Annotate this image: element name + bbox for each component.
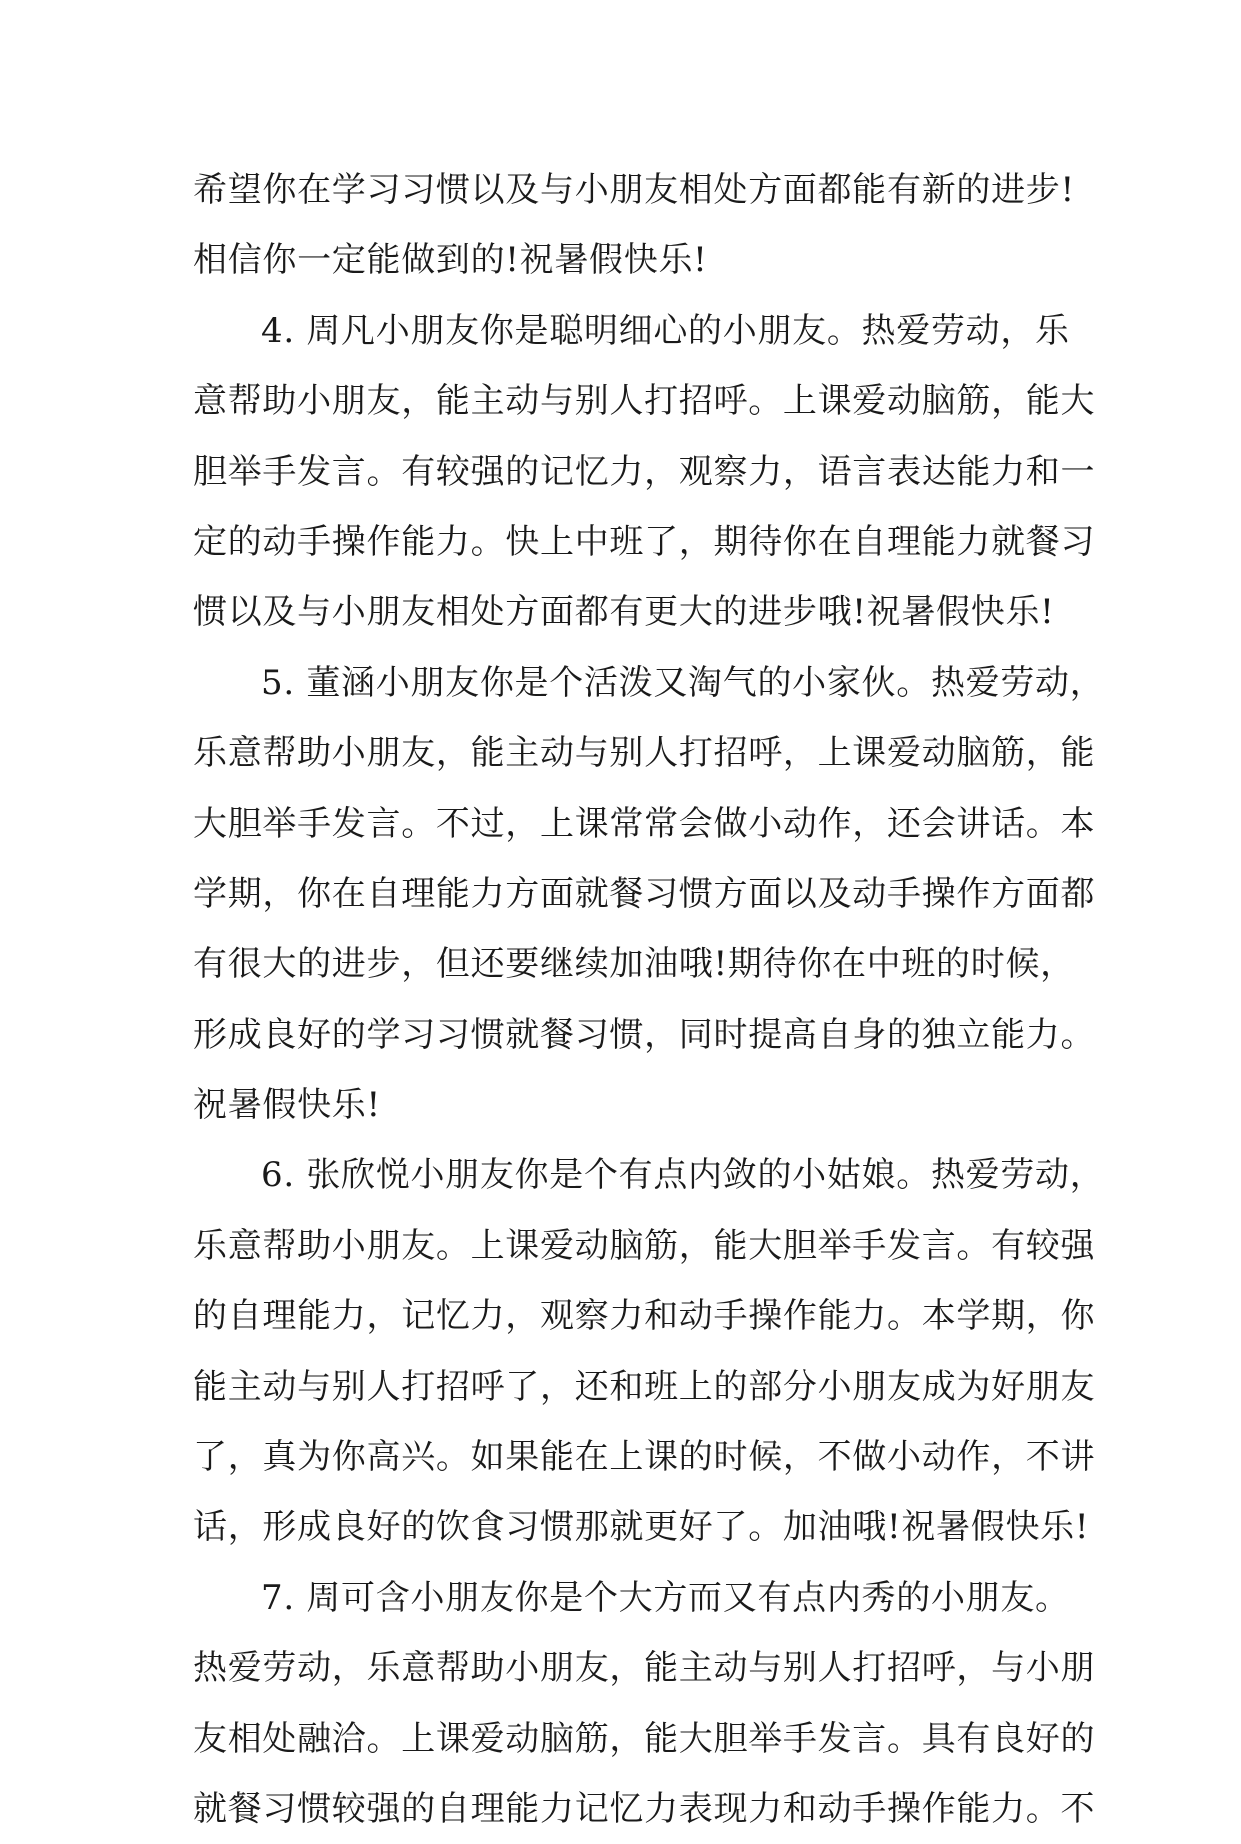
text-line: 乐意帮助小朋友，能主动与别人打招呼，上课爱动脑筋，能: [193, 733, 1096, 774]
text-line: 有很大的进步，但还要继续加油哦!期待你在中班的时候，: [193, 944, 1075, 985]
text-line: 能主动与别人打招呼了，还和班上的部分小朋友成为好朋友: [193, 1366, 1096, 1407]
text-line: 相信你一定能做到的!祝暑假快乐!: [193, 240, 708, 281]
text-line: 定的动手操作能力。快上中班了，期待你在自理能力就餐习: [193, 521, 1096, 562]
paragraph-start-line: 6. 张欣悦小朋友你是个有点内敛的小姑娘。热爱劳动，: [261, 1155, 1105, 1196]
text-line: 友相处融洽。上课爱动脑筋，能大胆举手发言。具有良好的: [193, 1718, 1096, 1759]
text-line: 学期，你在自理能力方面就餐习惯方面以及动手操作方面都: [193, 873, 1096, 914]
text-line: 形成良好的学习习惯就餐习惯，同时提高自身的独立能力。: [193, 1014, 1096, 1055]
text-line: 了，真为你高兴。如果能在上课的时候，不做小动作，不讲: [193, 1437, 1096, 1478]
text-line: 就餐习惯较强的自理能力记忆力表现力和动手操作能力。不: [193, 1788, 1096, 1829]
text-line: 大胆举手发言。不过，上课常常会做小动作，还会讲话。本: [193, 803, 1096, 844]
text-line: 乐意帮助小朋友。上课爱动脑筋，能大胆举手发言。有较强: [193, 1225, 1096, 1266]
document-body: [193, 155, 1105, 1844]
text-line: 意帮助小朋友，能主动与别人打招呼。上课爱动脑筋，能大: [193, 381, 1096, 422]
text-line: 希望你在学习习惯以及与小朋友相处方面都能有新的进步!: [193, 170, 1075, 210]
paragraph-start-line: 7. 周可含小朋友你是个大方而又有点内秀的小朋友。: [261, 1577, 1070, 1618]
text-line: 惯以及与小朋友相处方面都有更大的进步哦!祝暑假快乐!: [193, 592, 1055, 633]
text-line: 热爱劳动，乐意帮助小朋友，能主动与别人打招呼，与小朋: [193, 1648, 1096, 1689]
text-line: 话，形成良好的饮食习惯那就更好了。加油哦!祝暑假快乐!: [193, 1507, 1090, 1548]
text-line: 胆举手发言。有较强的记忆力，观察力，语言表达能力和一: [193, 451, 1096, 492]
paragraph-start-line: 5. 董涵小朋友你是个活泼又淘气的小家伙。热爱劳动，: [261, 662, 1105, 703]
paragraph-start-line: 4. 周凡小朋友你是聪明细心的小朋友。热爱劳动，乐: [261, 310, 1070, 351]
text-line: 的自理能力，记忆力，观察力和动手操作能力。本学期，你: [193, 1296, 1096, 1337]
text-line: 祝暑假快乐!: [193, 1085, 381, 1126]
